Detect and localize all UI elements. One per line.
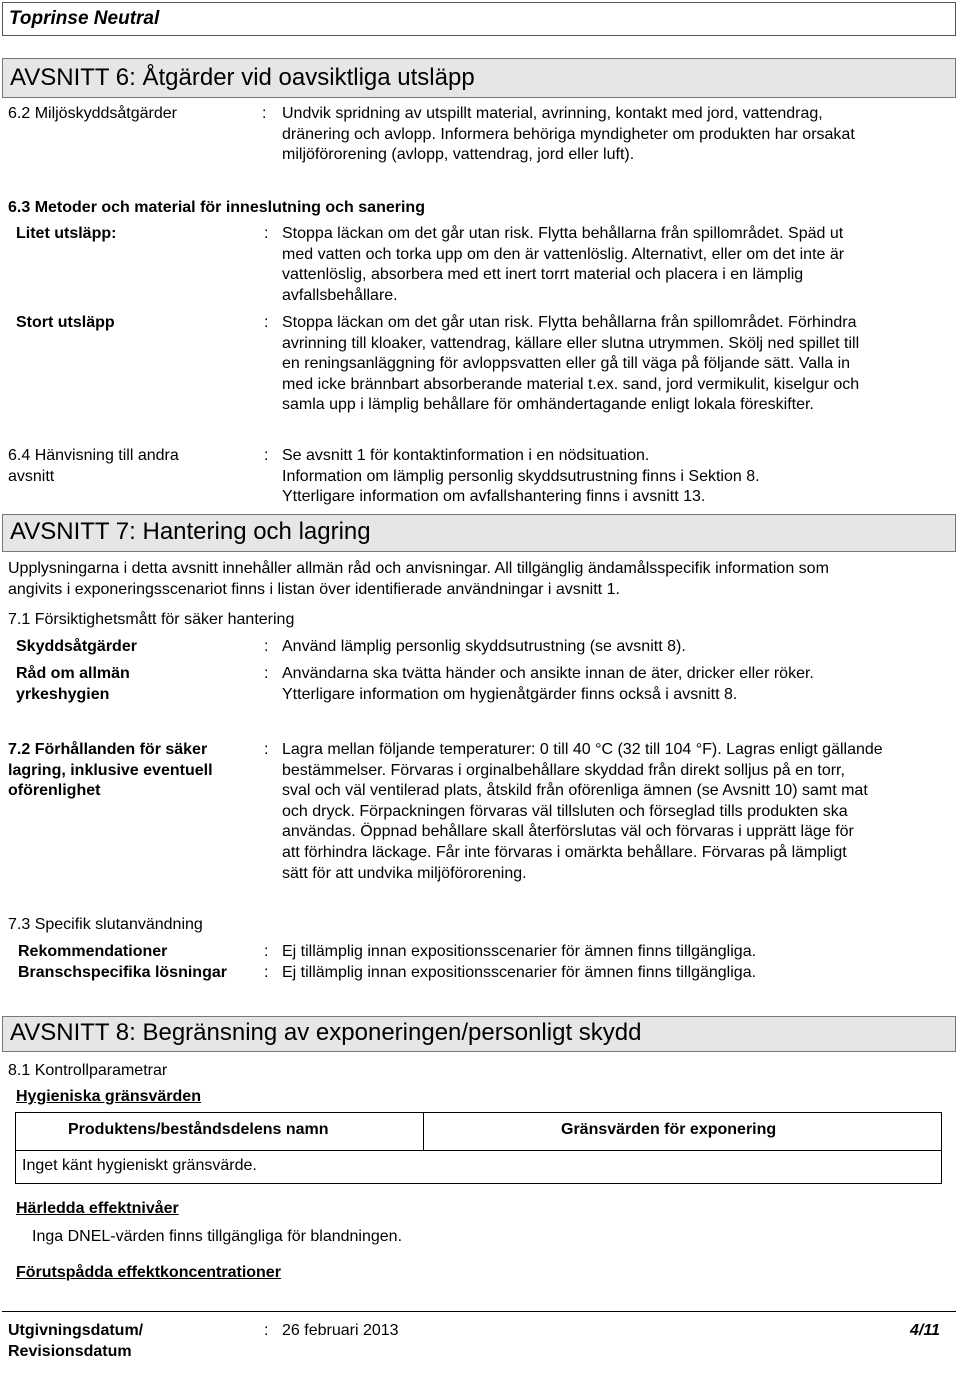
colon: : — [264, 447, 269, 464]
table-header-name: Produktens/beståndsdelens namn — [68, 1121, 329, 1138]
text-line: vattenlöslig, absorbera med ett inert torrt material och placera i en lämplig — [282, 266, 804, 284]
text-line: Upplysningarna i detta avsnitt innehåller allmän råd och anvisningar. All tillgänglig ändamålsspecifik information som — [8, 560, 829, 577]
footer-date-label — [8, 1321, 143, 1362]
text-line: Undvik spridning av utspillt material, avrinning, kontakt med jord, vattendrag, — [282, 105, 823, 122]
dnel-text: Inga DNEL-värden finns tillgängliga för blandningen. — [32, 1228, 403, 1245]
product-title: Toprinse Neutral — [9, 8, 160, 29]
section-8-title: AVSNITT 8: Begränsning av exponeringen/personligt skydd — [10, 1019, 642, 1046]
s62-text — [282, 104, 855, 166]
label-line: avsnitt — [8, 467, 55, 485]
large-spill-label: Stort utsläpp — [16, 314, 115, 331]
s72-label — [8, 740, 213, 802]
s71-title: 7.1 Försiktighetsmått för säker hantering — [8, 611, 295, 628]
table-header-limits: Gränsvärden för exponering — [561, 1121, 777, 1138]
section-6-title: AVSNITT 6: Åtgärder vid oavsiktliga utsläpp — [10, 64, 475, 91]
text-line: Ytterligare information om avfallshantering finns i avsnitt 13. — [282, 488, 706, 506]
text-line: Se avsnitt 1 för kontaktinformation i en nödsituation. — [282, 447, 650, 464]
text-line: avrinning till kloaker, vattendrag, källare eller slutna utrymmen. Skölj ned spillet till — [282, 334, 860, 352]
text-line: miljöförorening (avlopp, vattendrag, jord eller luft). — [282, 146, 635, 164]
dnel-title: Härledda effektnivåer — [16, 1200, 179, 1217]
footer-divider — [2, 1311, 956, 1312]
s72-text — [282, 740, 883, 884]
hygiene-limits-title: Hygieniska gränsvärden — [16, 1088, 201, 1105]
protect-label: Skyddsåtgärder — [16, 638, 137, 655]
colon: : — [264, 225, 269, 242]
text-line: Stoppa läckan om det går utan risk. Flytta behållarna från spillområdet. Förhindra — [282, 314, 857, 331]
label-line: lagring, inklusive eventuell — [8, 761, 213, 779]
page-number: 4/11 — [910, 1322, 940, 1339]
s63-title: 6.3 Metoder och material för inneslutning och sanering — [8, 199, 425, 216]
label-line: 6.4 Hänvisning till andra — [8, 447, 179, 464]
text-line: angivits i exponeringsscenariot finns i listan över identifierade användningar i avsnitt 1. — [8, 580, 620, 598]
text-line: sätt för att undvika miljöförorening. — [282, 864, 527, 882]
text-line: med vatten och torka upp om den är vattenlöslig. Alternativt, eller om det inte är — [282, 245, 845, 263]
section-7-title: AVSNITT 7: Hantering och lagring — [10, 518, 371, 545]
protect-text: Använd lämplig personlig skyddsutrustning (se avsnitt 8). — [282, 638, 686, 655]
s81-title: 8.1 Kontrollparametrar — [8, 1062, 168, 1079]
hygiene-label — [16, 664, 130, 705]
colon: : — [264, 665, 269, 682]
text-line: bestämmelser. Förvaras i orginalbehållare skyddad från direkt solljus på en torr, — [282, 761, 845, 779]
text-line: Stoppa läckan om det går utan risk. Flytta behållarna från spillområdet. Späd ut — [282, 225, 844, 242]
text-line: sval och väl ventilerad plats, åtskild från oförenliga ämnen (se Avsnitt 10) samt mat — [282, 782, 868, 800]
s64-text — [282, 446, 760, 508]
rec-text: Ej tillämplig innan expositionsscenarier för ämnen finns tillgängliga. — [282, 943, 757, 960]
hygiene-text — [282, 664, 814, 705]
text-line: med icke brännbart absorberande material t.ex. sand, jord vermikulit, kiselgur och — [282, 375, 860, 393]
small-spill-text — [282, 224, 844, 306]
label-line: oförenlighet — [8, 782, 101, 800]
s7-intro — [8, 559, 829, 600]
label-line: 7.2 Förhållanden för säker — [8, 741, 208, 758]
colon: : — [264, 741, 269, 758]
table-column-divider — [423, 1113, 424, 1150]
colon: : — [264, 638, 269, 655]
label-line: Utgivningsdatum/ — [8, 1322, 144, 1339]
colon: : — [264, 314, 269, 331]
table-row: Inget känt hygieniskt gränsvärde. — [22, 1157, 257, 1174]
s73-title: 7.3 Specifik slutanvändning — [8, 916, 203, 933]
text-line: användas. Öppnad behållare skall återförslutas väl och förvaras i upprätt läge för — [282, 823, 854, 841]
label-line: yrkeshygien — [16, 685, 110, 703]
text-line: en reningsanläggning för avloppsvatten eller gå till väga på följande sätt. Valla in — [282, 355, 851, 373]
rec-label: Rekommendationer — [18, 943, 168, 960]
s64-label — [8, 446, 179, 487]
small-spill-label: Litet utsläpp: — [16, 225, 117, 242]
colon: : — [264, 964, 269, 981]
text-line: Lagra mellan följande temperaturer: 0 till 40 °C (32 till 104 °F). Lagras enligt gällande — [282, 741, 883, 758]
text-line: dränering och avlopp. Informera behöriga myndigheter om produkten har orsakat — [282, 125, 855, 143]
label-line: Råd om allmän — [16, 665, 130, 682]
text-line: och dryck. Förpackningen förvaras väl tillsluten och förseglad tills produkten ska — [282, 802, 848, 820]
text-line: Användarna ska tvätta händer och ansikte innan de äter, dricker eller röker. — [282, 665, 814, 682]
exposure-limits-table — [15, 1112, 942, 1184]
footer-date: 26 februari 2013 — [282, 1322, 399, 1339]
text-line: avfallsbehållare. — [282, 286, 398, 304]
pnec-title: Förutspådda effektkoncentrationer — [16, 1264, 281, 1281]
branch-text: Ej tillämplig innan expositionsscenarier för ämnen finns tillgängliga. — [282, 964, 757, 981]
colon: : — [262, 105, 267, 122]
table-row-divider — [16, 1150, 941, 1151]
label-line: Revisionsdatum — [8, 1342, 132, 1360]
branch-label: Branschspecifika lösningar — [18, 964, 227, 981]
colon: : — [264, 1322, 269, 1339]
s62-label: 6.2 Miljöskyddsåtgärder — [8, 105, 177, 122]
text-line: Ytterligare information om hygienåtgärder finns också i avsnitt 8. — [282, 685, 738, 703]
text-line: att förhindra läckage. Får inte förvaras i omärkta behållare. Förvaras på lämpligt — [282, 843, 847, 861]
colon: : — [264, 943, 269, 960]
large-spill-text — [282, 313, 859, 416]
text-line: samla upp i lämplig behållare för omhändertagande enligt lokala föreskifter. — [282, 396, 814, 414]
text-line: Information om lämplig personlig skyddsutrustning finns i Sektion 8. — [282, 467, 760, 485]
